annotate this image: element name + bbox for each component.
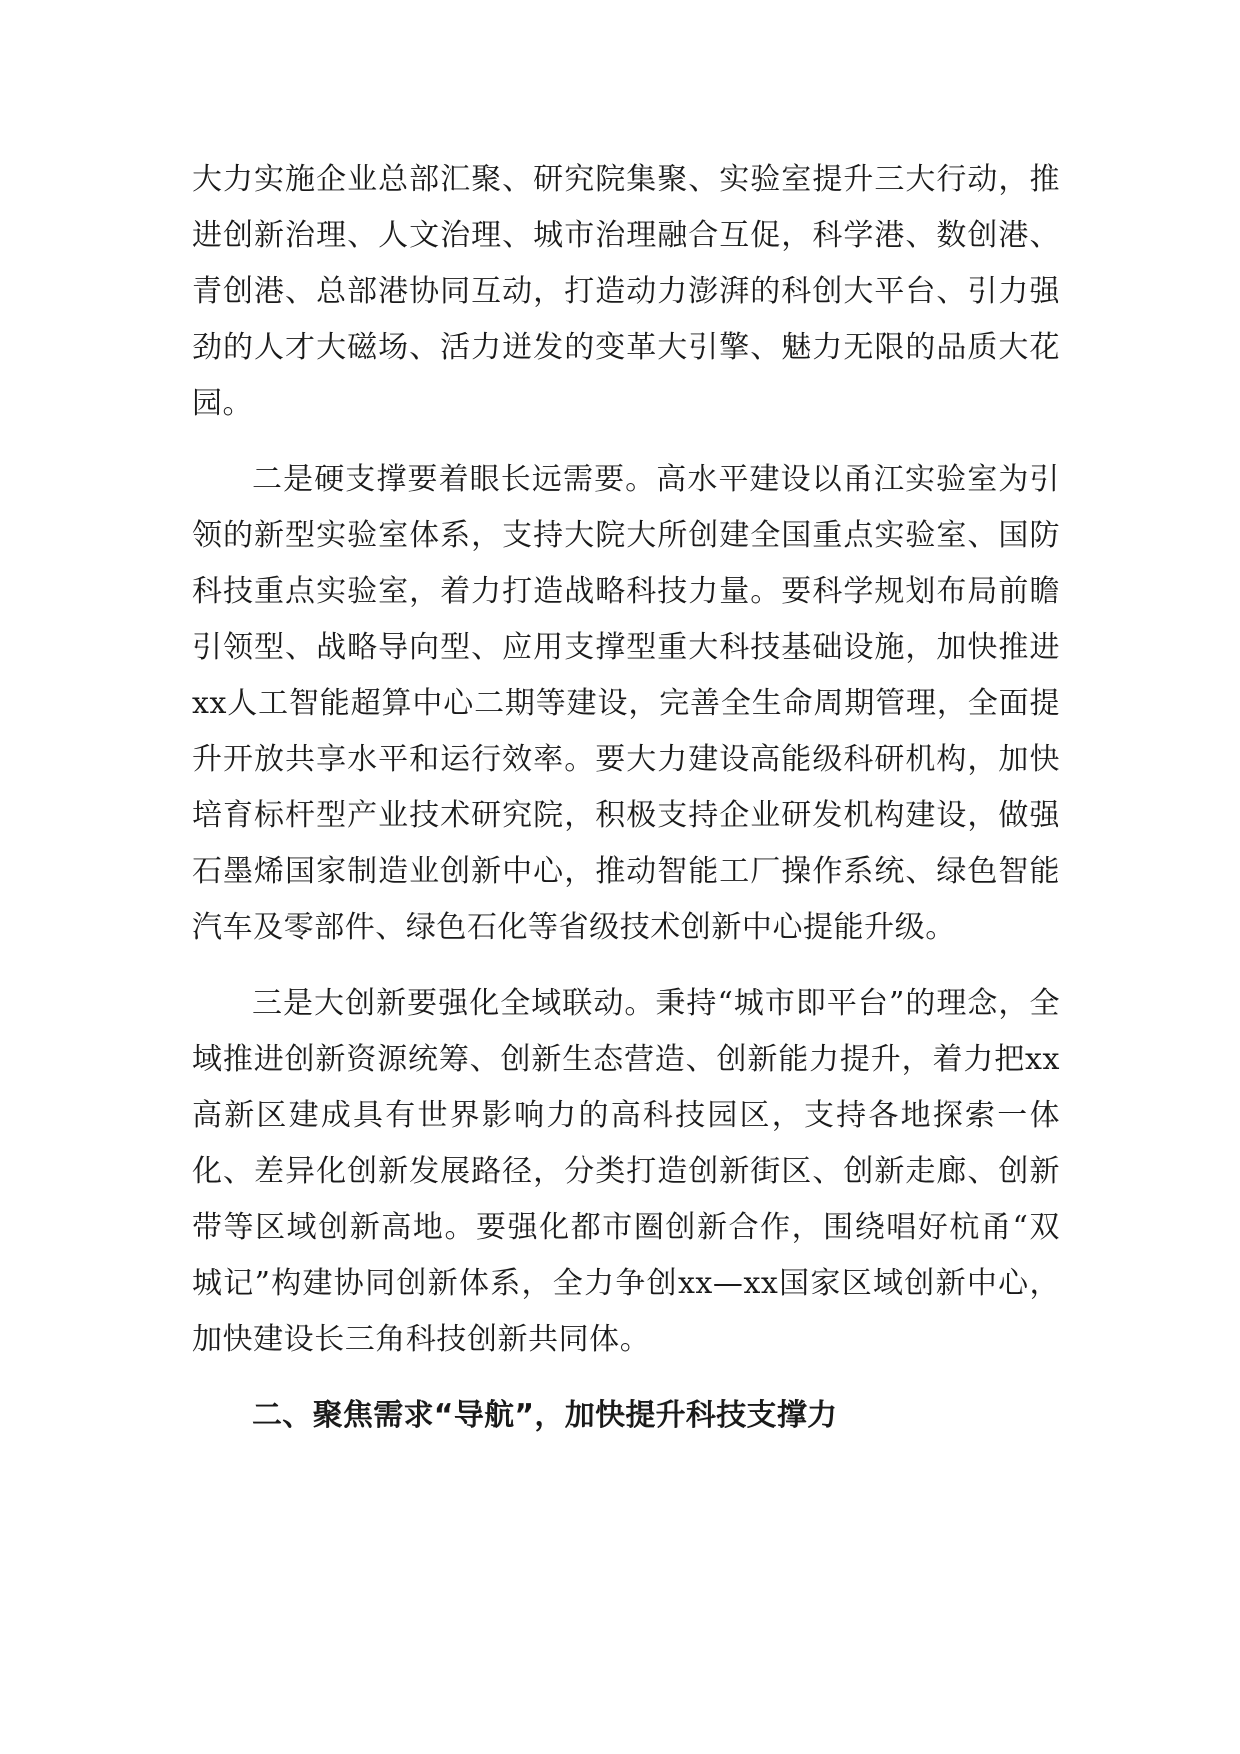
paragraph-continuation: 大力实施企业总部汇聚、研究院集聚、实验室提升三大行动，推进创新治理、人文治理、城市治理融合互促，科学港、数创港、青创港、总部港协同互动，打造动力澎湃的科创大平台、引力强劲的人才大磁场、活力迸发的变革大引擎、魅力无限的品质大花园。 (192, 162, 1060, 421)
document-body (192, 152, 1060, 1444)
paragraph-big-innovation: 三是大创新要强化全域联动。秉持“城市即平台”的理念，全域推进创新资源统筹、创新生态营造、创新能力提升，着力把xx高新区建成具有世界影响力的高科技园区，支持各地探索一体化、差异化创新发展路径，分类打造创新街区、创新走廊、创新带等区域创新高地。要强化都市圈创新合作，围绕唱好杭甬“双城记”构建协同创新体系，全力争创xx—xx国家区域创新中心，加快建设长三角科技创新共同体。 (192, 986, 1060, 1357)
section-heading: 二、聚焦需求“导航”，加快提升科技支撑力 (252, 1398, 838, 1433)
paragraph-hard-support: 二是硬支撑要着眼长远需要。高水平建设以甬江实验室为引领的新型实验室体系，支持大院大所创建全国重点实验室、国防科技重点实验室，着力打造战略科技力量。要科学规划布局前瞻引领型、战略导向型、应用支撑型重大科技基础设施，加快推进xx人工智能超算中心二期等建设，完善全生命周期管理，全面提升开放共享水平和运行效率。要大力建设高能级科研机构，加快培育标杆型产业技术研究院，积极支持企业研发机构建设，做强石墨烯国家制造业创新中心，推动智能工厂操作系统、绿色智能汽车及零部件、绿色石化等省级技术创新中心提能升级。 (192, 462, 1060, 945)
